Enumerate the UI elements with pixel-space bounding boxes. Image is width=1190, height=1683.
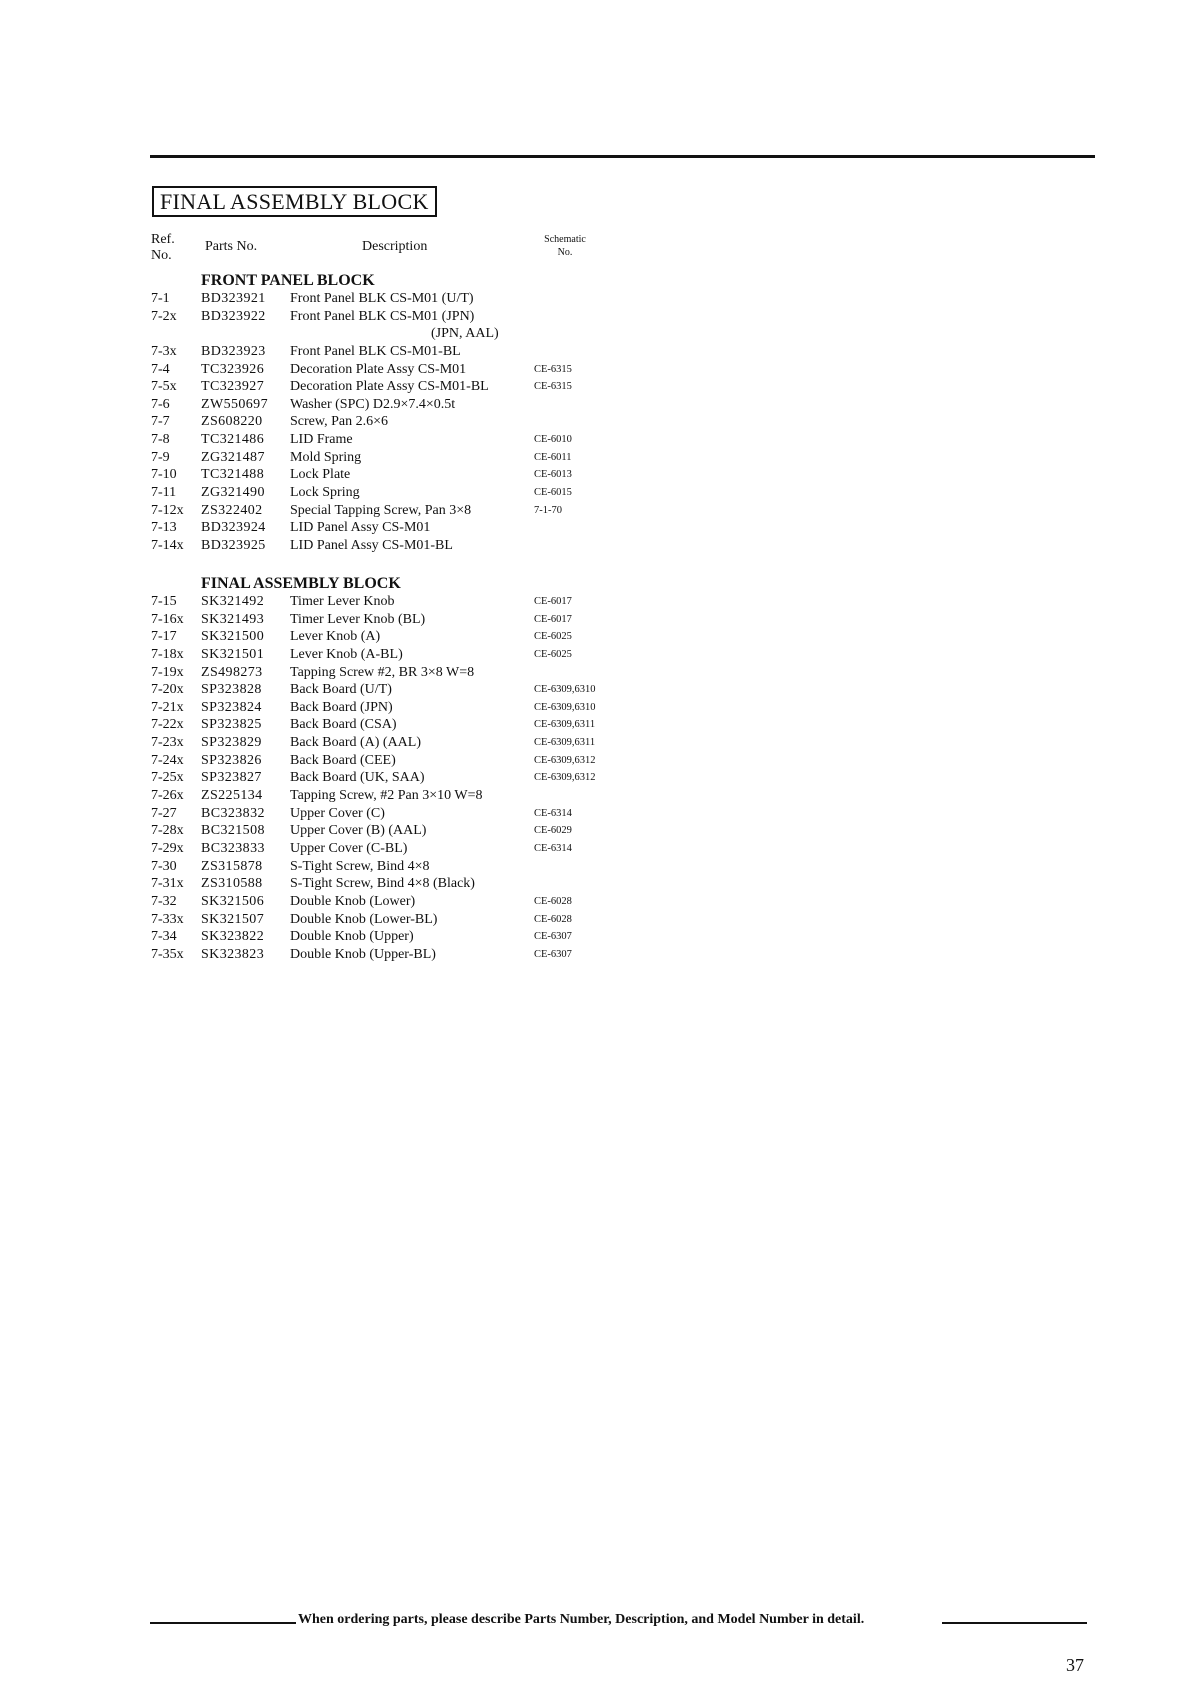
table-row (151, 928, 651, 946)
table-row (151, 343, 651, 361)
header-description: Description (362, 239, 428, 254)
part-no-cell: BD323925 (201, 537, 266, 553)
description-cell: Decoration Plate Assy CS-M01 (290, 361, 467, 377)
description-cell: Front Panel BLK CS-M01 (JPN) (290, 308, 475, 324)
section-title: FRONT PANEL BLOCK (201, 272, 375, 289)
header-ref-no (151, 232, 175, 264)
description-cell: Double Knob (Lower) (290, 893, 416, 909)
header-schematic-line2: No. (557, 247, 573, 258)
schematic-no-cell: CE-6017 (534, 613, 572, 625)
table-row (151, 805, 651, 823)
description-cell: Back Board (UK, SAA) (290, 770, 425, 786)
description-cell: Upper Cover (C) (290, 805, 385, 821)
part-no-cell: ZG321487 (201, 449, 265, 465)
description-cell: Screw, Pan 2.6×6 (290, 414, 388, 430)
final-assembly-block (151, 575, 651, 963)
table-row (151, 840, 651, 858)
table-row (151, 431, 651, 449)
ref-no-cell: 7-21x (151, 699, 184, 715)
table-row (151, 822, 651, 840)
schematic-no-cell: CE-6028 (534, 913, 572, 925)
description-cell: Tapping Screw #2, BR 3×8 W=8 (290, 664, 475, 680)
table-row (151, 946, 651, 964)
part-no-cell: SP323825 (201, 717, 262, 733)
ref-no-cell: 7-14x (151, 537, 184, 553)
table-row (151, 858, 651, 876)
ref-no-cell: 7-6 (151, 396, 170, 412)
page-title: FINAL ASSEMBLY BLOCK (152, 186, 437, 217)
table-row (151, 502, 651, 520)
description-continuation: (JPN, AAL) (431, 326, 499, 342)
description-cell: Upper Cover (B) (AAL) (290, 823, 427, 839)
part-no-cell: SK321500 (201, 629, 265, 645)
description-cell: Mold Spring (290, 449, 362, 465)
ref-no-cell: 7-25x (151, 770, 184, 786)
table-row (151, 664, 651, 682)
ref-no-cell: 7-22x (151, 717, 184, 733)
ref-no-cell: 7-26x (151, 788, 184, 804)
header-parts-no: Parts No. (205, 239, 258, 254)
ref-no-cell: 7-15 (151, 594, 177, 609)
schematic-no-cell: CE-6029 (534, 825, 572, 837)
description-cell: Front Panel BLK CS-M01 (U/T) (290, 291, 474, 306)
ref-no-cell: 7-16x (151, 611, 184, 627)
description-cell: Upper Cover (C-BL) (290, 840, 408, 856)
part-no-cell: ZS322402 (201, 502, 263, 518)
ref-no-cell: 7-5x (151, 379, 177, 395)
footer-rule-right (942, 1622, 1087, 1624)
part-no-cell: ZS310588 (201, 876, 263, 892)
table-row (151, 290, 651, 308)
ref-no-cell: 7-35x (151, 946, 184, 962)
table-row (151, 413, 651, 431)
part-no-cell: SK321501 (201, 646, 265, 662)
description-cell: S-Tight Screw, Bind 4×8 (Black) (290, 876, 475, 892)
part-no-cell: ZW550697 (201, 396, 268, 412)
table-row (151, 396, 651, 414)
part-no-cell: SP323828 (201, 682, 262, 698)
description-cell: S-Tight Screw, Bind 4×8 (290, 858, 430, 874)
part-no-cell: ZG321490 (201, 485, 265, 501)
description-cell: Back Board (U/T) (290, 682, 392, 698)
description-cell: LID Panel Assy CS-M01 (290, 520, 431, 536)
description-cell: LID Frame (290, 432, 353, 448)
ref-no-cell: 7-28x (151, 823, 184, 839)
header-schematic-no (536, 233, 594, 259)
ref-no-cell: 7-30 (151, 858, 177, 874)
ref-no-cell: 7-3x (151, 343, 177, 359)
table-row (151, 484, 651, 502)
description-cell: Lever Knob (A-BL) (290, 646, 403, 662)
table-row (151, 537, 651, 555)
ref-no-cell: 7-13 (151, 520, 177, 536)
description-cell: Tapping Screw, #2 Pan 3×10 W=8 (290, 788, 483, 804)
table-row (151, 911, 651, 929)
schematic-no-cell: CE-6025 (534, 648, 572, 660)
schematic-no-cell: CE-6017 (534, 596, 572, 607)
schematic-no-cell: CE-6013 (534, 469, 572, 481)
page-number: 37 (1066, 1655, 1084, 1675)
part-no-cell: TC321486 (201, 432, 265, 448)
ref-no-cell: 7-2x (151, 308, 177, 324)
schematic-no-cell: CE-6307 (534, 931, 572, 943)
description-cell: Lock Plate (290, 467, 351, 483)
header-ref-line1: Ref. (151, 232, 175, 247)
part-no-cell: ZS498273 (201, 664, 263, 680)
ref-no-cell: 7-4 (151, 361, 170, 377)
schematic-no-cell: CE-6314 (534, 842, 572, 854)
ref-no-cell: 7-10 (151, 467, 177, 483)
table-row (151, 449, 651, 467)
ref-no-cell: 7-23x (151, 735, 184, 751)
part-no-cell: SK321492 (201, 594, 265, 609)
ref-no-cell: 7-19x (151, 664, 184, 680)
table-row (151, 628, 651, 646)
table-row (151, 378, 651, 396)
part-no-cell: SK321506 (201, 893, 265, 909)
schematic-no-cell: CE-6011 (534, 451, 572, 463)
part-no-cell: SK323823 (201, 946, 265, 962)
schematic-no-cell: CE-6010 (534, 434, 572, 446)
ref-no-cell: 7-29x (151, 840, 184, 856)
ref-no-cell: 7-1 (151, 291, 170, 306)
table-row (151, 769, 651, 787)
header-ref-line2: No. (151, 248, 172, 263)
ref-no-cell: 7-8 (151, 432, 170, 448)
part-no-cell: SK321507 (201, 911, 265, 927)
footer-rule-left (150, 1622, 296, 1624)
description-cell: Special Tapping Screw, Pan 3×8 (290, 502, 472, 518)
ref-no-cell: 7-17 (151, 629, 177, 645)
table-row (151, 308, 651, 326)
ref-no-cell: 7-24x (151, 752, 184, 768)
part-no-cell: TC323926 (201, 361, 265, 377)
parts-list (151, 593, 651, 963)
table-row (151, 325, 651, 343)
ref-no-cell: 7-31x (151, 876, 184, 892)
description-cell: Lever Knob (A) (290, 629, 381, 645)
description-cell: Back Board (CSA) (290, 717, 397, 733)
table-row (151, 893, 651, 911)
schematic-no-cell: CE-6309,6311 (534, 737, 596, 749)
description-cell: Lock Spring (290, 485, 360, 501)
schematic-no-cell: CE-6309,6312 (534, 754, 596, 766)
part-no-cell: SK323822 (201, 929, 265, 945)
schematic-no-cell: CE-6015 (534, 487, 572, 499)
part-no-cell: BC321508 (201, 823, 265, 839)
description-cell: Double Knob (Upper-BL) (290, 946, 436, 962)
part-no-cell: SP323829 (201, 735, 262, 751)
parts-list (151, 290, 651, 555)
ref-no-cell: 7-32 (151, 893, 177, 909)
table-row (151, 361, 651, 379)
table-row (151, 699, 651, 717)
ref-no-cell: 7-7 (151, 414, 170, 430)
schematic-no-cell: CE-6309,6310 (534, 684, 596, 696)
part-no-cell: SP323826 (201, 752, 262, 768)
part-no-cell: TC323927 (201, 379, 265, 395)
ref-no-cell: 7-11 (151, 485, 177, 501)
schematic-no-cell: 7-1-70 (534, 504, 562, 516)
ref-no-cell: 7-33x (151, 911, 184, 927)
description-cell: Double Knob (Lower-BL) (290, 911, 438, 927)
part-no-cell: TC321488 (201, 467, 265, 483)
table-row (151, 646, 651, 664)
schematic-no-cell: CE-6028 (534, 895, 572, 907)
schematic-no-cell: CE-6307 (534, 948, 572, 960)
ref-no-cell: 7-34 (151, 929, 177, 945)
part-no-cell: SK321493 (201, 611, 265, 627)
description-cell: Front Panel BLK CS-M01-BL (290, 343, 461, 359)
ref-no-cell: 7-12x (151, 502, 184, 518)
schematic-no-cell: CE-6314 (534, 807, 572, 819)
schematic-no-cell: CE-6315 (534, 381, 572, 393)
table-row (151, 787, 651, 805)
description-cell: Timer Lever Knob (BL) (290, 611, 426, 627)
description-cell: Timer Lever Knob (290, 594, 395, 609)
part-no-cell: ZS608220 (201, 414, 263, 430)
description-cell: Washer (SPC) D2.9×7.4×0.5t (290, 396, 456, 412)
part-no-cell: BD323922 (201, 308, 266, 324)
part-no-cell: BD323924 (201, 520, 266, 536)
part-no-cell: SP323824 (201, 699, 262, 715)
section-title: FINAL ASSEMBLY BLOCK (201, 575, 401, 592)
part-no-cell: ZS225134 (201, 788, 263, 804)
table-row (151, 734, 651, 752)
schematic-no-cell: CE-6309,6312 (534, 772, 596, 784)
table-row (151, 681, 651, 699)
table-row (151, 593, 651, 611)
description-cell: Double Knob (Upper) (290, 929, 414, 945)
schematic-no-cell: CE-6309,6310 (534, 701, 596, 713)
header-schematic-line1: Schematic (544, 234, 586, 245)
ref-no-cell: 7-27 (151, 805, 177, 821)
part-no-cell: SP323827 (201, 770, 262, 786)
table-row (151, 716, 651, 734)
description-cell: Decoration Plate Assy CS-M01-BL (290, 379, 489, 395)
part-no-cell: ZS315878 (201, 858, 263, 874)
table-row (151, 752, 651, 770)
schematic-no-cell: CE-6025 (534, 631, 572, 643)
part-no-cell: BC323833 (201, 840, 265, 856)
table-row (151, 466, 651, 484)
description-cell: Back Board (CEE) (290, 752, 396, 768)
table-row (151, 519, 651, 537)
schematic-no-cell: CE-6315 (534, 363, 572, 375)
description-cell: LID Panel Assy CS-M01-BL (290, 537, 453, 553)
ref-no-cell: 7-20x (151, 682, 184, 698)
part-no-cell: BD323923 (201, 343, 266, 359)
description-cell: Back Board (JPN) (290, 699, 393, 715)
ref-no-cell: 7-18x (151, 646, 184, 662)
part-no-cell: BC323832 (201, 805, 265, 821)
part-no-cell: BD323921 (201, 291, 266, 306)
footer-note: When ordering parts, please describe Parts Number, Description, and Model Number in detail. (298, 1612, 865, 1627)
description-cell: Back Board (A) (AAL) (290, 735, 422, 751)
table-row (151, 875, 651, 893)
table-row (151, 611, 651, 629)
ref-no-cell: 7-9 (151, 449, 170, 465)
top-rule (150, 155, 1095, 158)
front-panel-block (151, 272, 651, 555)
schematic-no-cell: CE-6309,6311 (534, 719, 596, 731)
